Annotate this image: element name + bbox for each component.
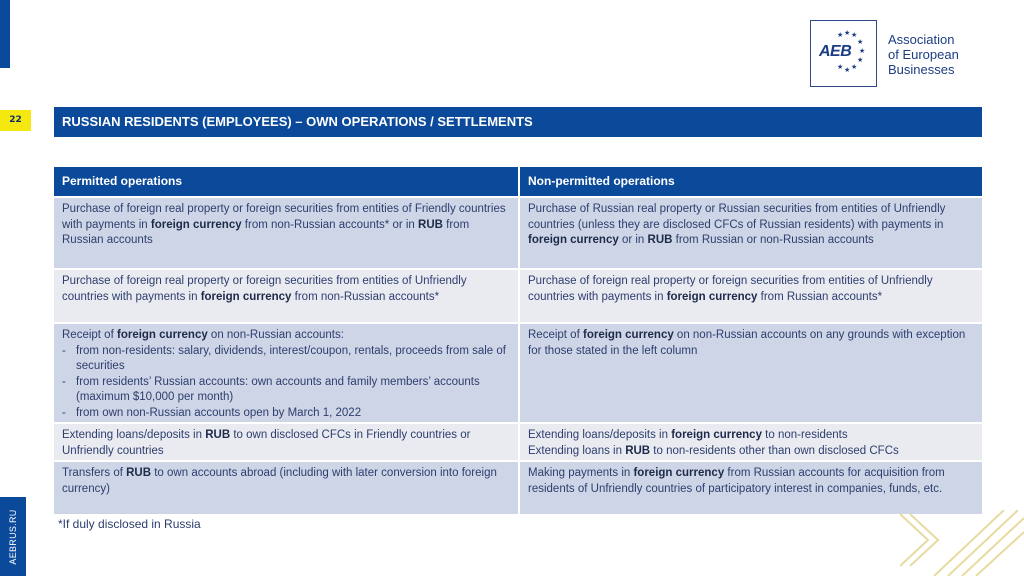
list-item: - from residents’ Russian accounts: own accounts and family members’ accounts (maximum $10,000 per month) (62, 375, 510, 406)
side-brand-label: AEBRUS.RU (8, 508, 18, 565)
aeb-logo[interactable] (810, 20, 877, 87)
top-accent-bar (0, 0, 10, 68)
logo-name-line: of European (888, 47, 959, 62)
svg-text:★: ★ (851, 31, 858, 39)
logo-name (888, 32, 959, 77)
column-header-permitted: Permitted operations (54, 167, 518, 196)
page-number: 22 (0, 110, 31, 131)
permitted-cell: Purchase of foreign real property or foreign securities from entities of Friendly countries with payments in foreign currency from non-Russian accounts* or in RUB from Russian accounts (54, 198, 518, 268)
permitted-cell: Extending loans/deposits in RUB to own disclosed CFCs in Friendly countries or Unfriendly countries (54, 424, 518, 460)
decorative-chevron-lines (900, 510, 1024, 576)
list-item: - from non-residents: salary, dividends, interest/coupon, rentals, proceeds from sale of securities (62, 344, 510, 375)
non-permitted-cell: Purchase of Russian real property or Russian securities from entities of Unfriendly countries (unless they are disclosed CFCs of Russian residents) with payments in foreign currency or in RUB from Russian or non-Russian accounts (518, 198, 982, 268)
table-row (54, 196, 982, 268)
svg-text:★: ★ (851, 63, 858, 71)
table-row (54, 422, 982, 460)
permitted-cell: Transfers of RUB to own accounts abroad (including with later conversion into foreign currency) (54, 462, 518, 514)
non-permitted-cell: Purchase of foreign real property or foreign securities from entities of Unfriendly countries with payments in foreign currency from Russian accounts* (518, 270, 982, 322)
svg-text:★: ★ (844, 29, 851, 37)
column-header-non-permitted: Non-permitted operations (518, 167, 982, 196)
operations-table (54, 167, 982, 514)
svg-text:★: ★ (857, 38, 864, 46)
permitted-cell: Receipt of foreign currency on non-Russian accounts: - from non-residents: salary, dividends, interest/coupon, rentals, proceeds from sale of securities - from residents’ Russian accounts: own accounts and family members’ accounts (maximum $10,000 per month) - from own non-Russian accounts open by March 1, 2022 (54, 324, 518, 422)
table-row (54, 460, 982, 514)
svg-text:★: ★ (837, 31, 844, 39)
logo-name-line: Association (888, 32, 955, 47)
non-permitted-cell: Making payments in foreign currency from Russian accounts for acquisition from residents of Unfriendly countries of participatory interest in companies, funds, etc. (518, 462, 982, 514)
permitted-cell: Purchase of foreign real property or foreign securities from entities of Unfriendly countries with payments in foreign currency from non-Russian accounts* (54, 270, 518, 322)
page-title: RUSSIAN RESIDENTS (EMPLOYEES) – OWN OPERATIONS / SETTLEMENTS (54, 107, 982, 137)
svg-text:★: ★ (859, 47, 866, 55)
svg-text:★: ★ (837, 63, 844, 71)
table-row (54, 322, 982, 422)
list-item: - from own non-Russian accounts open by March 1, 2022 (62, 406, 510, 422)
logo-abbreviation: AEB (819, 43, 852, 60)
footnote: *If duly disclosed in Russia (58, 517, 201, 531)
svg-text:★: ★ (844, 66, 851, 74)
logo-name-line: Businesses (888, 62, 955, 77)
svg-text:★: ★ (857, 56, 864, 64)
side-brand-bar[interactable] (0, 497, 26, 576)
table-row (54, 268, 982, 322)
non-permitted-cell: Extending loans/deposits in foreign currency to non-residents Extending loans in RUB to non-residents other than own disclosed CFCs (518, 424, 982, 460)
table-header-row (54, 167, 982, 196)
non-permitted-cell: Receipt of foreign currency on non-Russian accounts on any grounds with exception for those stated in the left column (518, 324, 982, 422)
